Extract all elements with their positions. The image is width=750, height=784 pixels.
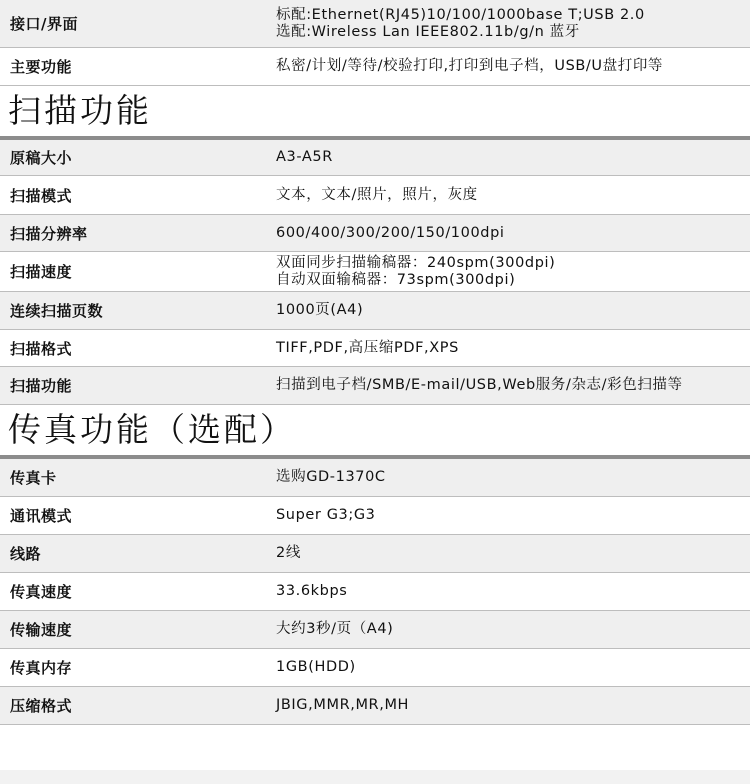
spec-label: 传输速度 [10, 621, 73, 639]
spec-value [276, 469, 750, 486]
spec-row-scan-format [0, 330, 750, 367]
spec-value-line: 扫描到电子档/SMB/E-mail/USB,Web服务/杂志/彩色扫描等 [276, 377, 683, 393]
spec-value [276, 507, 750, 524]
spec-row-fax-card [0, 459, 750, 497]
spec-value-line: 双面同步扫描输稿器：240spm(300dpi) [276, 254, 556, 271]
spec-row-scan-resolution [0, 215, 750, 252]
spec-label: 扫描模式 [10, 186, 73, 205]
spec-value-line: JBIG,MMR,MR,MH [276, 697, 410, 713]
spec-value-line: 大约3秒/页（A4) [276, 621, 394, 637]
spec-label: 扫描速度 [10, 263, 73, 281]
spec-label: 传真内存 [10, 659, 73, 677]
spec-row-scan-speed [0, 252, 750, 292]
spec-value-line: Super G3;G3 [276, 507, 376, 523]
spec-label: 传真速度 [10, 583, 73, 601]
spec-row-lines [0, 535, 750, 573]
spec-value [276, 659, 750, 676]
spec-value [276, 340, 750, 357]
spec-row-scan-functions [0, 367, 750, 405]
spec-value-line: 选购GD-1370C [276, 469, 386, 485]
spec-value-line: TIFF,PDF,高压缩PDF,XPS [276, 339, 459, 356]
spec-label: 扫描分辨率 [10, 224, 88, 243]
spec-value-line: 1GB(HDD) [276, 659, 356, 675]
spec-label: 扫描格式 [10, 339, 73, 358]
spec-row-fax-memory [0, 649, 750, 687]
spec-row-transmission-speed [0, 611, 750, 649]
spec-row-main-functions [0, 48, 750, 86]
spec-value [276, 545, 750, 562]
spec-value-line: 600/400/300/200/150/100dpi [276, 224, 505, 241]
spec-value-line: 选配:Wireless Lan IEEE802.11b/g/n 蓝牙 [276, 23, 580, 40]
spec-value [276, 255, 750, 289]
spec-label: 原稿大小 [10, 149, 73, 167]
spec-row-interface [0, 0, 750, 48]
spec-value-line: 2线 [276, 545, 301, 561]
spec-label: 线路 [10, 545, 42, 563]
spec-value [276, 7, 750, 41]
spec-value [276, 302, 750, 319]
spec-value-line: A3-A5R [276, 149, 333, 165]
spec-row-scan-mode [0, 176, 750, 215]
section-title-fax: 传真功能（选配） [0, 405, 750, 459]
spec-label: 连续扫描页数 [10, 302, 104, 320]
spec-value-line: 文本，文本/照片，照片，灰度 [276, 186, 478, 203]
spec-value [276, 58, 750, 75]
spec-value [276, 621, 750, 638]
spec-value-line: 自动双面输稿器：73spm(300dpi) [276, 271, 516, 288]
spec-row-continuous-pages [0, 292, 750, 330]
spec-value [276, 225, 750, 242]
spec-value [276, 187, 750, 204]
spec-row-original-size [0, 140, 750, 176]
section-title-scan: 扫描功能 [0, 86, 750, 140]
spec-value-line: 33.6kbps [276, 583, 348, 599]
spec-row-fax-speed [0, 573, 750, 611]
spec-value-line: 私密/计划/等待/校验打印,打印到电子档，USB/U盘打印等 [276, 58, 664, 74]
spec-label: 接口/界面 [10, 15, 78, 33]
spec-value [276, 697, 750, 714]
footer-band [0, 770, 750, 784]
spec-value-line: 1000页(A4) [276, 302, 364, 318]
spec-row-compression-format [0, 687, 750, 725]
spec-label: 扫描功能 [10, 377, 73, 395]
spec-label: 传真卡 [10, 469, 57, 487]
spec-row-comm-mode [0, 497, 750, 535]
spec-label: 主要功能 [10, 58, 73, 76]
spec-label: 通讯模式 [10, 507, 73, 525]
spec-label: 压缩格式 [10, 697, 73, 715]
spec-value [276, 583, 750, 600]
spec-value-line: 标配:Ethernet(RJ45)10/100/1000base T;USB 2.0 [276, 6, 645, 23]
spec-value [276, 377, 750, 394]
spec-value [276, 149, 750, 166]
